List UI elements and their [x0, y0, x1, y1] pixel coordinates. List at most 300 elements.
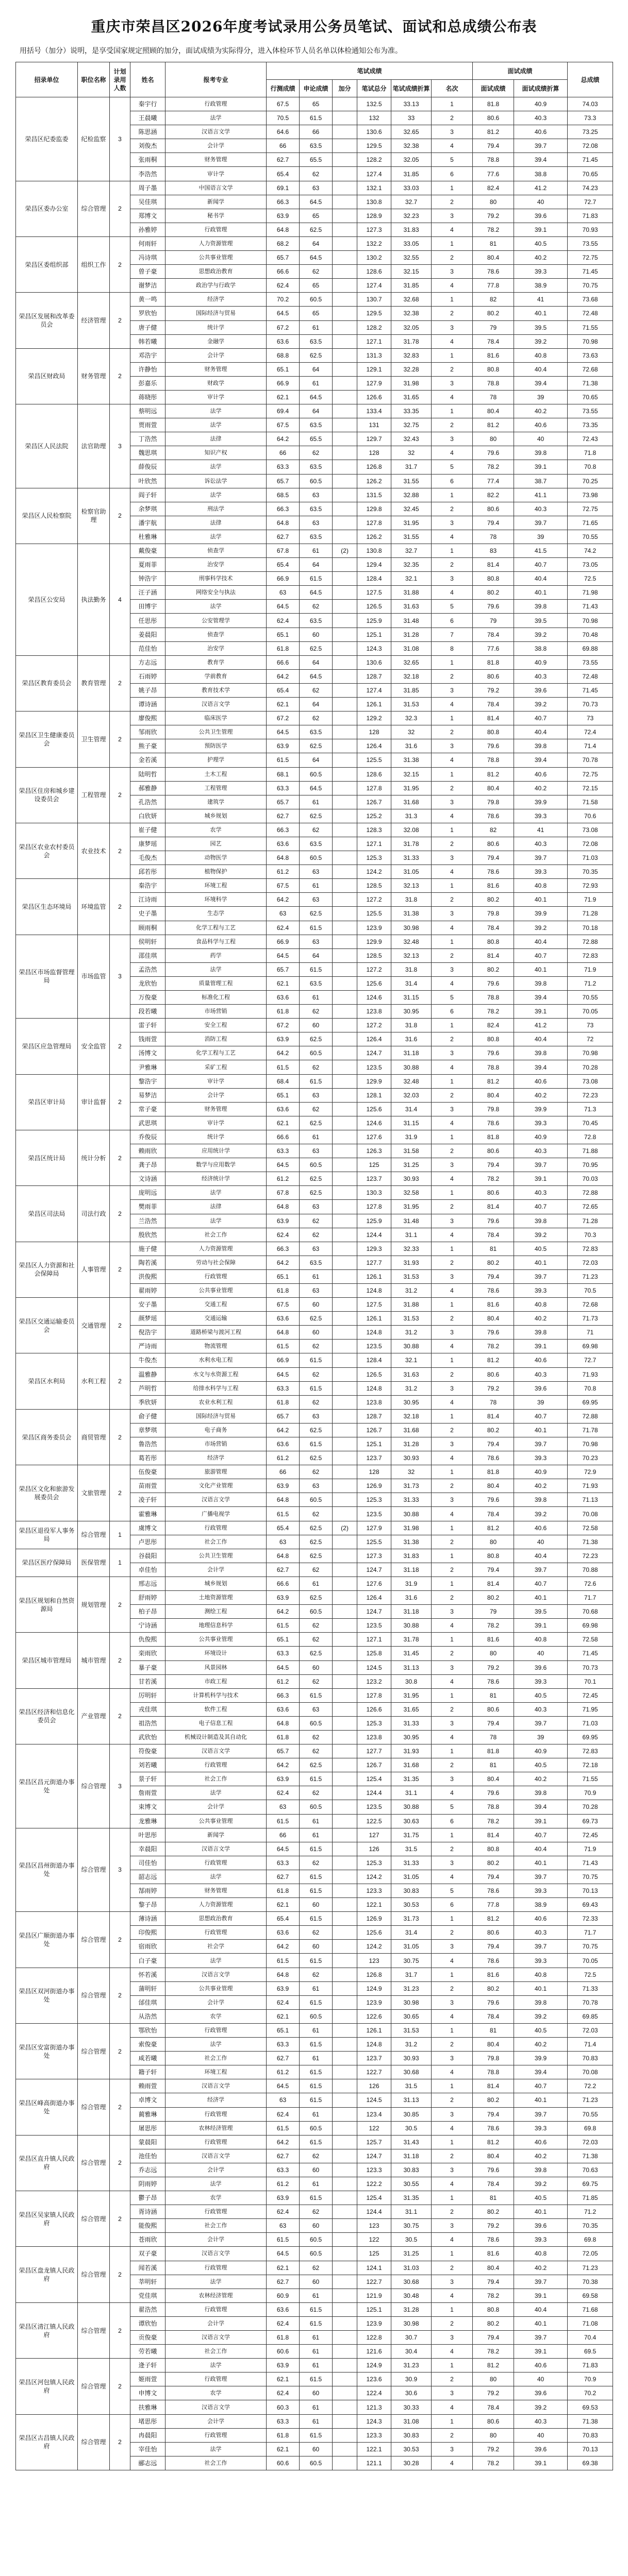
cell-bonus	[333, 1940, 357, 1954]
cell-interview: 79.4	[473, 1563, 514, 1577]
cell-major: 财务管理	[166, 1102, 267, 1116]
cell-interview: 79.6	[473, 600, 514, 614]
cell-interview-score: 38.7	[514, 474, 568, 488]
cell-interview-score: 39.6	[514, 1660, 568, 1674]
cell-major: 法学	[166, 1786, 267, 1800]
cell-shenlun: 62	[300, 1633, 333, 1647]
cell-major: 农学	[166, 2009, 267, 2023]
cell-written-score: 30.55	[391, 2177, 432, 2191]
cell-interview: 77.8	[473, 279, 514, 293]
cell-bonus	[333, 698, 357, 711]
cell-xingce: 67.2	[267, 1019, 300, 1032]
cell-interview-score: 39.9	[514, 2052, 568, 2065]
cell-written-total: 124.7	[357, 1563, 391, 1577]
cell-total: 71.03	[568, 1716, 613, 1730]
cell-bonus	[333, 1186, 357, 1200]
cell-bonus	[333, 530, 357, 544]
cell-shenlun: 64	[300, 753, 333, 767]
cell-total: 70.45	[568, 1116, 613, 1130]
cell-unit: 荣昌区人力资源和社会保障局	[16, 1242, 78, 1297]
cell-rank: 3	[432, 1605, 473, 1619]
cell-total: 71.88	[568, 1144, 613, 1158]
cell-total: 72.83	[568, 948, 613, 962]
cell-major: 行政管理	[166, 2261, 267, 2275]
cell-interview-score: 40.4	[514, 935, 568, 948]
cell-name: 江诗雨	[130, 893, 166, 907]
cell-total: 70.95	[568, 1158, 613, 1172]
cell-written-score: 30.4	[391, 2345, 432, 2359]
cell-xingce: 63.3	[267, 2414, 300, 2428]
cell-name: 易梦洁	[130, 1088, 166, 1102]
cell-shenlun: 60.5	[300, 851, 333, 865]
cell-shenlun: 63	[300, 488, 333, 502]
cell-position: 综合管理	[78, 1828, 110, 1912]
cell-name: 谭欣怡	[130, 2316, 166, 2330]
cell-major: 统计学	[166, 1130, 267, 1144]
cell-interview: 79.2	[473, 2442, 514, 2456]
cell-major: 汉语言文学	[166, 125, 267, 139]
cell-major: 法学	[166, 600, 267, 614]
cell-shenlun: 62.5	[300, 223, 333, 236]
table-row	[16, 2023, 613, 2037]
cell-interview-score: 40.1	[514, 962, 568, 976]
cell-written-total: 125.1	[357, 2302, 391, 2316]
cell-shenlun: 63	[300, 516, 333, 530]
cell-rank: 2	[432, 2372, 473, 2386]
cell-shenlun: 61.5	[300, 2135, 333, 2149]
cell-rank: 6	[432, 614, 473, 628]
cell-xingce: 61.5	[267, 2233, 300, 2247]
cell-bonus	[333, 1312, 357, 1326]
cell-plan: 2	[110, 181, 130, 236]
cell-total: 72.93	[568, 879, 613, 893]
cell-rank: 4	[432, 1116, 473, 1130]
cell-xingce: 66.9	[267, 935, 300, 948]
cell-written-total: 122.4	[357, 2386, 391, 2400]
cell-total: 70.3	[568, 1228, 613, 1242]
cell-total: 72.58	[568, 1521, 613, 1535]
cell-unit: 荣昌区住房和城乡建设委员会	[16, 767, 78, 823]
cell-written-total: 125.9	[357, 614, 391, 628]
cell-bonus	[333, 1060, 357, 1074]
cell-interview: 80.4	[473, 2261, 514, 2275]
cell-shenlun: 64	[300, 362, 333, 376]
cell-shenlun: 61	[300, 2345, 333, 2359]
cell-bonus	[333, 2121, 357, 2135]
cell-total: 69.43	[568, 1898, 613, 1912]
cell-major: 汉语言文学	[166, 2400, 267, 2414]
cell-xingce: 62.4	[267, 2205, 300, 2219]
cell-interview: 79.4	[473, 1870, 514, 1884]
cell-shenlun: 61.5	[300, 1884, 333, 1898]
cell-xingce: 65.1	[267, 1088, 300, 1102]
cell-name: 陶若溪	[130, 1256, 166, 1269]
cell-bonus	[333, 1647, 357, 1660]
cell-written-total: 124.4	[357, 1228, 391, 1242]
cell-xingce: 62.7	[267, 1563, 300, 1577]
cell-total: 69.98	[568, 1340, 613, 1353]
cell-major: 行政管理	[166, 1269, 267, 1283]
cell-shenlun: 61.5	[300, 1437, 333, 1451]
cell-interview: 80.2	[473, 1981, 514, 1995]
cell-interview-score: 40.1	[514, 307, 568, 320]
cell-interview: 78.6	[473, 265, 514, 279]
cell-written-total: 128.7	[357, 1409, 391, 1423]
cell-rank: 1	[432, 236, 473, 250]
cell-name: 印俊熙	[130, 1926, 166, 1940]
cell-position: 综合管理	[78, 2191, 110, 2247]
cell-name: 唐子健	[130, 320, 166, 334]
cell-interview: 81.8	[473, 1465, 514, 1479]
cell-major: 环境设计	[166, 1647, 267, 1660]
table-row	[16, 767, 613, 781]
cell-written-total: 127.1	[357, 1633, 391, 1647]
cell-interview-score: 39.8	[514, 1786, 568, 1800]
cell-bonus	[333, 1981, 357, 1995]
header-xingce: 行测成绩	[267, 80, 300, 97]
cell-total: 71.93	[568, 1479, 613, 1493]
cell-major: 标准化工程	[166, 991, 267, 1005]
cell-written-total: 132	[357, 111, 391, 125]
cell-bonus	[333, 2177, 357, 2191]
cell-written-total: 127.4	[357, 279, 391, 293]
cell-shenlun: 61.5	[300, 2065, 333, 2079]
cell-bonus	[333, 2038, 357, 2052]
cell-major: 农业水利工程	[166, 1395, 267, 1409]
cell-rank: 2	[432, 669, 473, 683]
cell-total: 72.75	[568, 767, 613, 781]
cell-written-score: 32.15	[391, 767, 432, 781]
cell-name: 姬雨萱	[130, 2372, 166, 2386]
cell-xingce: 62.7	[267, 2149, 300, 2163]
cell-interview: 81.2	[473, 125, 514, 139]
cell-major: 财政学	[166, 376, 267, 390]
cell-xingce: 65.7	[267, 474, 300, 488]
cell-total: 72.68	[568, 1298, 613, 1312]
cell-written-score: 31.23	[391, 1981, 432, 1995]
cell-plan: 3	[110, 1744, 130, 1828]
table-row	[16, 1465, 613, 1479]
cell-major: 汉语言文学	[166, 2331, 267, 2345]
cell-shenlun: 63	[300, 1702, 333, 1716]
cell-total: 71.93	[568, 1367, 613, 1381]
cell-shenlun: 62	[300, 1786, 333, 1800]
cell-bonus	[333, 293, 357, 307]
cell-shenlun: 61.5	[300, 2079, 333, 2093]
cell-bonus	[333, 236, 357, 250]
cell-interview-score: 39.6	[514, 2219, 568, 2233]
cell-rank: 2	[432, 362, 473, 376]
cell-interview: 78	[473, 530, 514, 544]
cell-total: 70.88	[568, 1563, 613, 1577]
cell-name: 黎子昂	[130, 1898, 166, 1912]
cell-interview-score: 41.1	[514, 488, 568, 502]
table-row	[16, 2247, 613, 2261]
cell-interview-score: 40	[514, 195, 568, 209]
cell-shenlun: 62.5	[300, 1451, 333, 1465]
cell-written-score: 31.23	[391, 2359, 432, 2372]
cell-bonus	[333, 2428, 357, 2442]
cell-interview: 78.8	[473, 2065, 514, 2079]
cell-written-total: 125.3	[357, 1493, 391, 1507]
cell-major: 教育技术学	[166, 683, 267, 697]
cell-written-total: 124.8	[357, 1326, 391, 1340]
cell-written-score: 30.75	[391, 2219, 432, 2233]
cell-plan: 2	[110, 348, 130, 404]
cell-written-score: 30.28	[391, 2456, 432, 2470]
cell-written-score: 31.7	[391, 460, 432, 474]
cell-interview: 79.4	[473, 1716, 514, 1730]
cell-interview-score: 39.2	[514, 2400, 568, 2414]
cell-written-total: 130.8	[357, 544, 391, 558]
table-row	[16, 1298, 613, 1312]
cell-shenlun: 65	[300, 307, 333, 320]
cell-interview-score: 40.3	[514, 1186, 568, 1200]
cell-total: 70.28	[568, 1060, 613, 1074]
cell-written-score: 30.98	[391, 921, 432, 935]
cell-plan: 2	[110, 236, 130, 292]
cell-major: 法学	[166, 1186, 267, 1200]
cell-xingce: 62.4	[267, 614, 300, 628]
cell-name: 方志远	[130, 655, 166, 669]
cell-unit: 荣昌区峰高街道办事处	[16, 2079, 78, 2135]
cell-interview: 79.2	[473, 1381, 514, 1395]
cell-name: 严诗雨	[130, 1340, 166, 1353]
cell-xingce: 62.1	[267, 2372, 300, 2386]
cell-xingce: 61.5	[267, 753, 300, 767]
cell-rank: 1	[432, 1242, 473, 1256]
cell-name: 芦明哲	[130, 1381, 166, 1395]
cell-major: 行政管理	[166, 2428, 267, 2442]
cell-total: 73	[568, 711, 613, 725]
cell-interview-score: 39.8	[514, 1214, 568, 1228]
cell-total: 72.2	[568, 2079, 613, 2093]
cell-shenlun: 60	[300, 1326, 333, 1340]
cell-written-score: 31.53	[391, 2023, 432, 2037]
cell-name: 彭嘉乐	[130, 376, 166, 390]
cell-major: 法学	[166, 1214, 267, 1228]
cell-rank: 1	[432, 348, 473, 362]
cell-total: 69.95	[568, 1395, 613, 1409]
cell-rank: 4	[432, 2345, 473, 2359]
cell-xingce: 62.7	[267, 1870, 300, 1884]
cell-interview-score: 40.2	[514, 781, 568, 795]
cell-interview-score: 40.1	[514, 1856, 568, 1870]
cell-written-total: 127.3	[357, 1549, 391, 1563]
cell-total: 72.9	[568, 1465, 613, 1479]
cell-shenlun: 61	[300, 1981, 333, 1995]
cell-major: 环境工程	[166, 2065, 267, 2079]
cell-xingce: 63.3	[267, 2163, 300, 2177]
cell-bonus	[333, 488, 357, 502]
cell-xingce: 66	[267, 1465, 300, 1479]
cell-xingce: 62.1	[267, 976, 300, 990]
cell-interview: 80.8	[473, 1842, 514, 1856]
cell-written-total: 123.5	[357, 1340, 391, 1353]
cell-shenlun: 61	[300, 2023, 333, 2037]
cell-major: 教育学	[166, 655, 267, 669]
cell-interview-score: 40.5	[514, 236, 568, 250]
table-row	[16, 1968, 613, 1981]
cell-interview-score: 39.6	[514, 1381, 568, 1395]
cell-rank: 4	[432, 2289, 473, 2302]
cell-unit: 荣昌区财政局	[16, 348, 78, 404]
cell-written-total: 125.8	[357, 1647, 391, 1660]
cell-name: 乔志远	[130, 2163, 166, 2177]
cell-written-total: 125.6	[357, 976, 391, 990]
cell-major: 法学	[166, 2038, 267, 2052]
cell-total: 70.23	[568, 1451, 613, 1465]
cell-position: 水利工程	[78, 1353, 110, 1409]
cell-interview: 81	[473, 1688, 514, 1702]
cell-written-score: 31.7	[391, 1968, 432, 1981]
cell-rank: 3	[432, 1716, 473, 1730]
cell-interview-score: 40.9	[514, 97, 568, 111]
cell-shenlun: 63.5	[300, 725, 333, 739]
cell-interview-score: 39.8	[514, 446, 568, 460]
cell-written-score: 31.18	[391, 1605, 432, 1619]
cell-written-score: 32.55	[391, 251, 432, 265]
cell-bonus	[333, 404, 357, 418]
cell-rank: 2	[432, 1200, 473, 1214]
cell-xingce: 61.2	[267, 865, 300, 879]
table-row	[16, 1130, 613, 1144]
cell-total: 70.08	[568, 1507, 613, 1521]
cell-bonus: (2)	[333, 1521, 357, 1535]
cell-shenlun: 62	[300, 711, 333, 725]
cell-total: 70.75	[568, 1940, 613, 1954]
cell-xingce: 69.4	[267, 404, 300, 418]
cell-shenlun: 63	[300, 1283, 333, 1297]
cell-interview-score: 40.3	[514, 111, 568, 125]
cell-total: 71.58	[568, 795, 613, 809]
cell-interview: 82	[473, 823, 514, 837]
cell-written-total: 129.1	[357, 362, 391, 376]
cell-major: 法学	[166, 2275, 267, 2289]
cell-name: 常子豪	[130, 1102, 166, 1116]
cell-bonus	[333, 2079, 357, 2093]
cell-written-score: 32.15	[391, 265, 432, 279]
cell-rank: 4	[432, 2456, 473, 2470]
cell-shenlun: 61	[300, 2177, 333, 2191]
cell-xingce: 60.6	[267, 2345, 300, 2359]
cell-major: 生态学	[166, 907, 267, 921]
cell-name: 薄诗涵	[130, 1912, 166, 1926]
cell-xingce: 64.8	[267, 1716, 300, 1730]
cell-interview-score: 40.8	[514, 1968, 568, 1981]
cell-rank: 3	[432, 2331, 473, 2345]
cell-rank: 2	[432, 1144, 473, 1158]
cell-interview-score: 39	[514, 1730, 568, 1744]
cell-written-score: 30.5	[391, 2233, 432, 2247]
cell-major: 公共事业管理	[166, 251, 267, 265]
cell-interview: 78.2	[473, 1172, 514, 1186]
cell-bonus	[333, 614, 357, 628]
cell-shenlun: 62	[300, 167, 333, 181]
cell-shenlun: 61	[300, 1269, 333, 1283]
cell-bonus	[333, 2233, 357, 2247]
cell-xingce: 62.1	[267, 2009, 300, 2023]
cell-written-score: 31.33	[391, 1856, 432, 1870]
cell-total: 70.63	[568, 2163, 613, 2177]
cell-rank: 2	[432, 781, 473, 795]
cell-interview-score: 39.7	[514, 1716, 568, 1730]
cell-interview-score: 40.7	[514, 1577, 568, 1590]
cell-interview-score: 39.4	[514, 153, 568, 167]
cell-written-total: 125.7	[357, 2135, 391, 2149]
cell-interview-score: 39.1	[514, 223, 568, 236]
cell-written-total: 127.9	[357, 376, 391, 390]
cell-written-total: 130.3	[357, 1186, 391, 1200]
cell-xingce: 62.1	[267, 698, 300, 711]
cell-interview-score: 39.3	[514, 2233, 568, 2247]
cell-bonus	[333, 2359, 357, 2372]
cell-written-total: 123.3	[357, 1884, 391, 1898]
cell-total: 71.08	[568, 2316, 613, 2330]
cell-major: 文化产业管理	[166, 1479, 267, 1493]
cell-bonus	[333, 1493, 357, 1507]
cell-interview-score: 39.5	[514, 320, 568, 334]
cell-written-score: 30.95	[391, 1730, 432, 1744]
cell-name: 霍雅琳	[130, 1507, 166, 1521]
cell-major: 水文与水资源工程	[166, 1367, 267, 1381]
cell-shenlun: 62	[300, 1102, 333, 1116]
cell-written-score: 31.53	[391, 698, 432, 711]
cell-interview-score: 39.3	[514, 865, 568, 879]
cell-position: 文旅管理	[78, 1465, 110, 1521]
cell-total: 70.13	[568, 2442, 613, 2456]
cell-bonus	[333, 1423, 357, 1437]
cell-xingce: 66.6	[267, 1577, 300, 1590]
cell-written-score: 32.13	[391, 948, 432, 962]
cell-name: 双子豪	[130, 2247, 166, 2261]
cell-interview-score: 39.7	[514, 1269, 568, 1283]
cell-bonus: (2)	[333, 544, 357, 558]
cell-rank: 1	[432, 1968, 473, 1981]
cell-shenlun: 62	[300, 1395, 333, 1409]
cell-written-score: 32.43	[391, 432, 432, 446]
cell-written-score: 31.9	[391, 1577, 432, 1590]
cell-name: 安子墨	[130, 1298, 166, 1312]
cell-shenlun: 60	[300, 1298, 333, 1312]
cell-shenlun: 62.5	[300, 641, 333, 655]
cell-major: 会计学	[166, 1088, 267, 1102]
cell-bonus	[333, 1479, 357, 1493]
cell-interview-score: 40.6	[514, 1074, 568, 1088]
cell-xingce: 65.1	[267, 1269, 300, 1283]
cell-xingce: 66.3	[267, 823, 300, 837]
cell-rank: 2	[432, 837, 473, 851]
cell-shenlun: 60.5	[300, 474, 333, 488]
cell-name: 阎子轩	[130, 488, 166, 502]
cell-plan: 2	[110, 1688, 130, 1744]
cell-xingce: 63.9	[267, 1032, 300, 1046]
cell-total: 72.23	[568, 1549, 613, 1563]
cell-interview: 80	[473, 2428, 514, 2442]
table-row	[16, 1019, 613, 1032]
cell-major: 法学	[166, 1954, 267, 1968]
cell-position: 执法勤务	[78, 544, 110, 656]
cell-interview-score: 39.8	[514, 600, 568, 614]
cell-written-total: 124.8	[357, 2038, 391, 2052]
cell-bonus	[333, 1032, 357, 1046]
cell-total: 73.05	[568, 558, 613, 572]
cell-bonus	[333, 1605, 357, 1619]
cell-written-total: 121.3	[357, 2400, 391, 2414]
cell-bonus	[333, 711, 357, 725]
cell-rank: 1	[432, 1074, 473, 1088]
cell-major: 行政管理	[166, 1856, 267, 1870]
